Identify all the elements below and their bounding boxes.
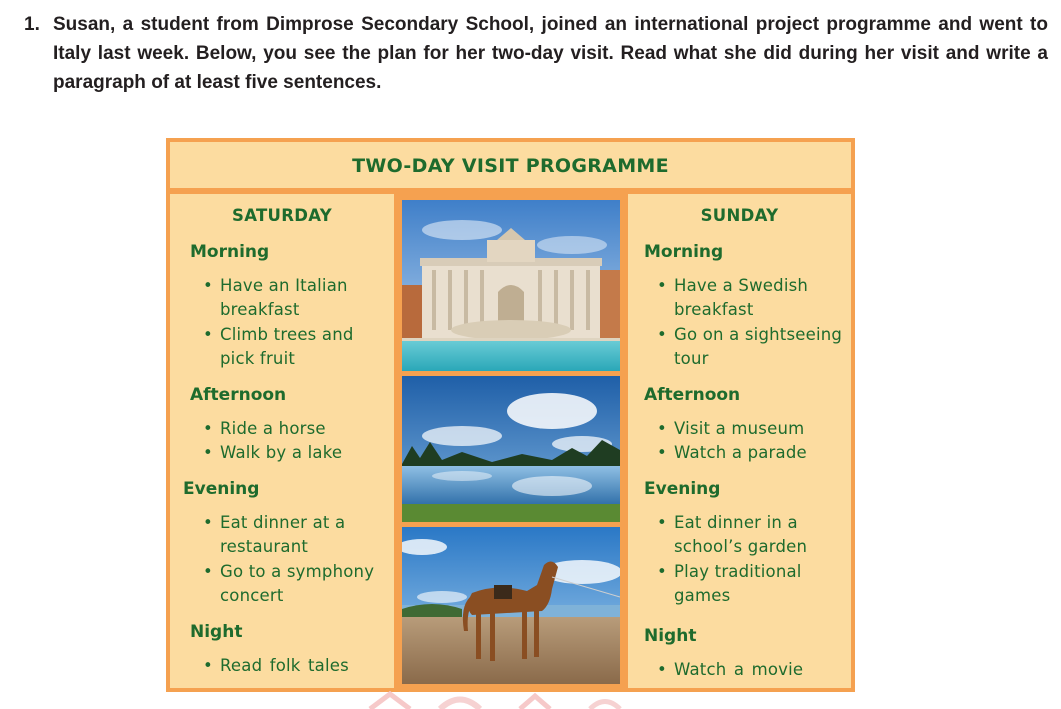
visit-programme-table [166, 138, 855, 692]
sunday-afternoon-label: Afternoon [644, 385, 741, 405]
saturday-evening-item: • Go to a symphony concert [203, 560, 390, 608]
sunday-morning-label: Morning [644, 242, 724, 262]
sunday-evening-item: • Eat dinner in a school’s garden [657, 511, 824, 559]
question [24, 10, 1048, 97]
saturday-night-item: • Read folk tales [203, 654, 400, 678]
sunday-morning-item: • Have a Swedish breakfast [657, 274, 854, 322]
saturday-afternoon-label: Afternoon [190, 385, 287, 405]
saturday-evening-label: Evening [183, 479, 260, 499]
sunday-evening-item: • Play traditional games [657, 560, 854, 608]
sunday-night-label: Night [644, 626, 697, 646]
sunday-night-item: • Watch a movie [657, 658, 864, 682]
sunday-afternoon-item: • Watch a parade [657, 441, 864, 465]
saturday-afternoon-item: • Ride a horse [203, 417, 400, 441]
programme-title: TWO-DAY VISIT PROGRAMME [170, 142, 851, 188]
sunday-morning-item: • Go on a sightseeing tour [657, 323, 854, 371]
saturday-morning-item: • Climb trees and pick fruit [203, 323, 390, 371]
saturday-evening-item: • Eat dinner at a restaurant [203, 511, 390, 559]
sunday-heading: SUNDAY [700, 206, 779, 225]
saturday-morning-item: • Have an Italian breakfast [203, 274, 390, 322]
question-text: Susan, a student from Dimprose Secondary School, joined an international project programme and went to Italy last week. Below, you see the plan for her two-day visit. Read what she did during her visit and write a paragraph of at least five sentences. [53, 14, 1048, 93]
saturday-column [170, 194, 394, 688]
saturday-heading: SATURDAY [232, 206, 332, 225]
sunday-evening-label: Evening [644, 479, 721, 499]
sunday-afternoon-item: • Visit a museum [657, 417, 864, 441]
saturday-morning-label: Morning [190, 242, 270, 262]
question-number: 1. [24, 14, 40, 35]
watermark-graphic [350, 690, 650, 709]
lake-photo [402, 376, 620, 522]
horse-photo [402, 527, 620, 684]
sunday-column [628, 194, 851, 688]
saturday-night-label: Night [190, 622, 243, 642]
photo-column [398, 194, 624, 688]
fountain-photo [402, 200, 620, 371]
saturday-afternoon-item: • Walk by a lake [203, 441, 400, 465]
